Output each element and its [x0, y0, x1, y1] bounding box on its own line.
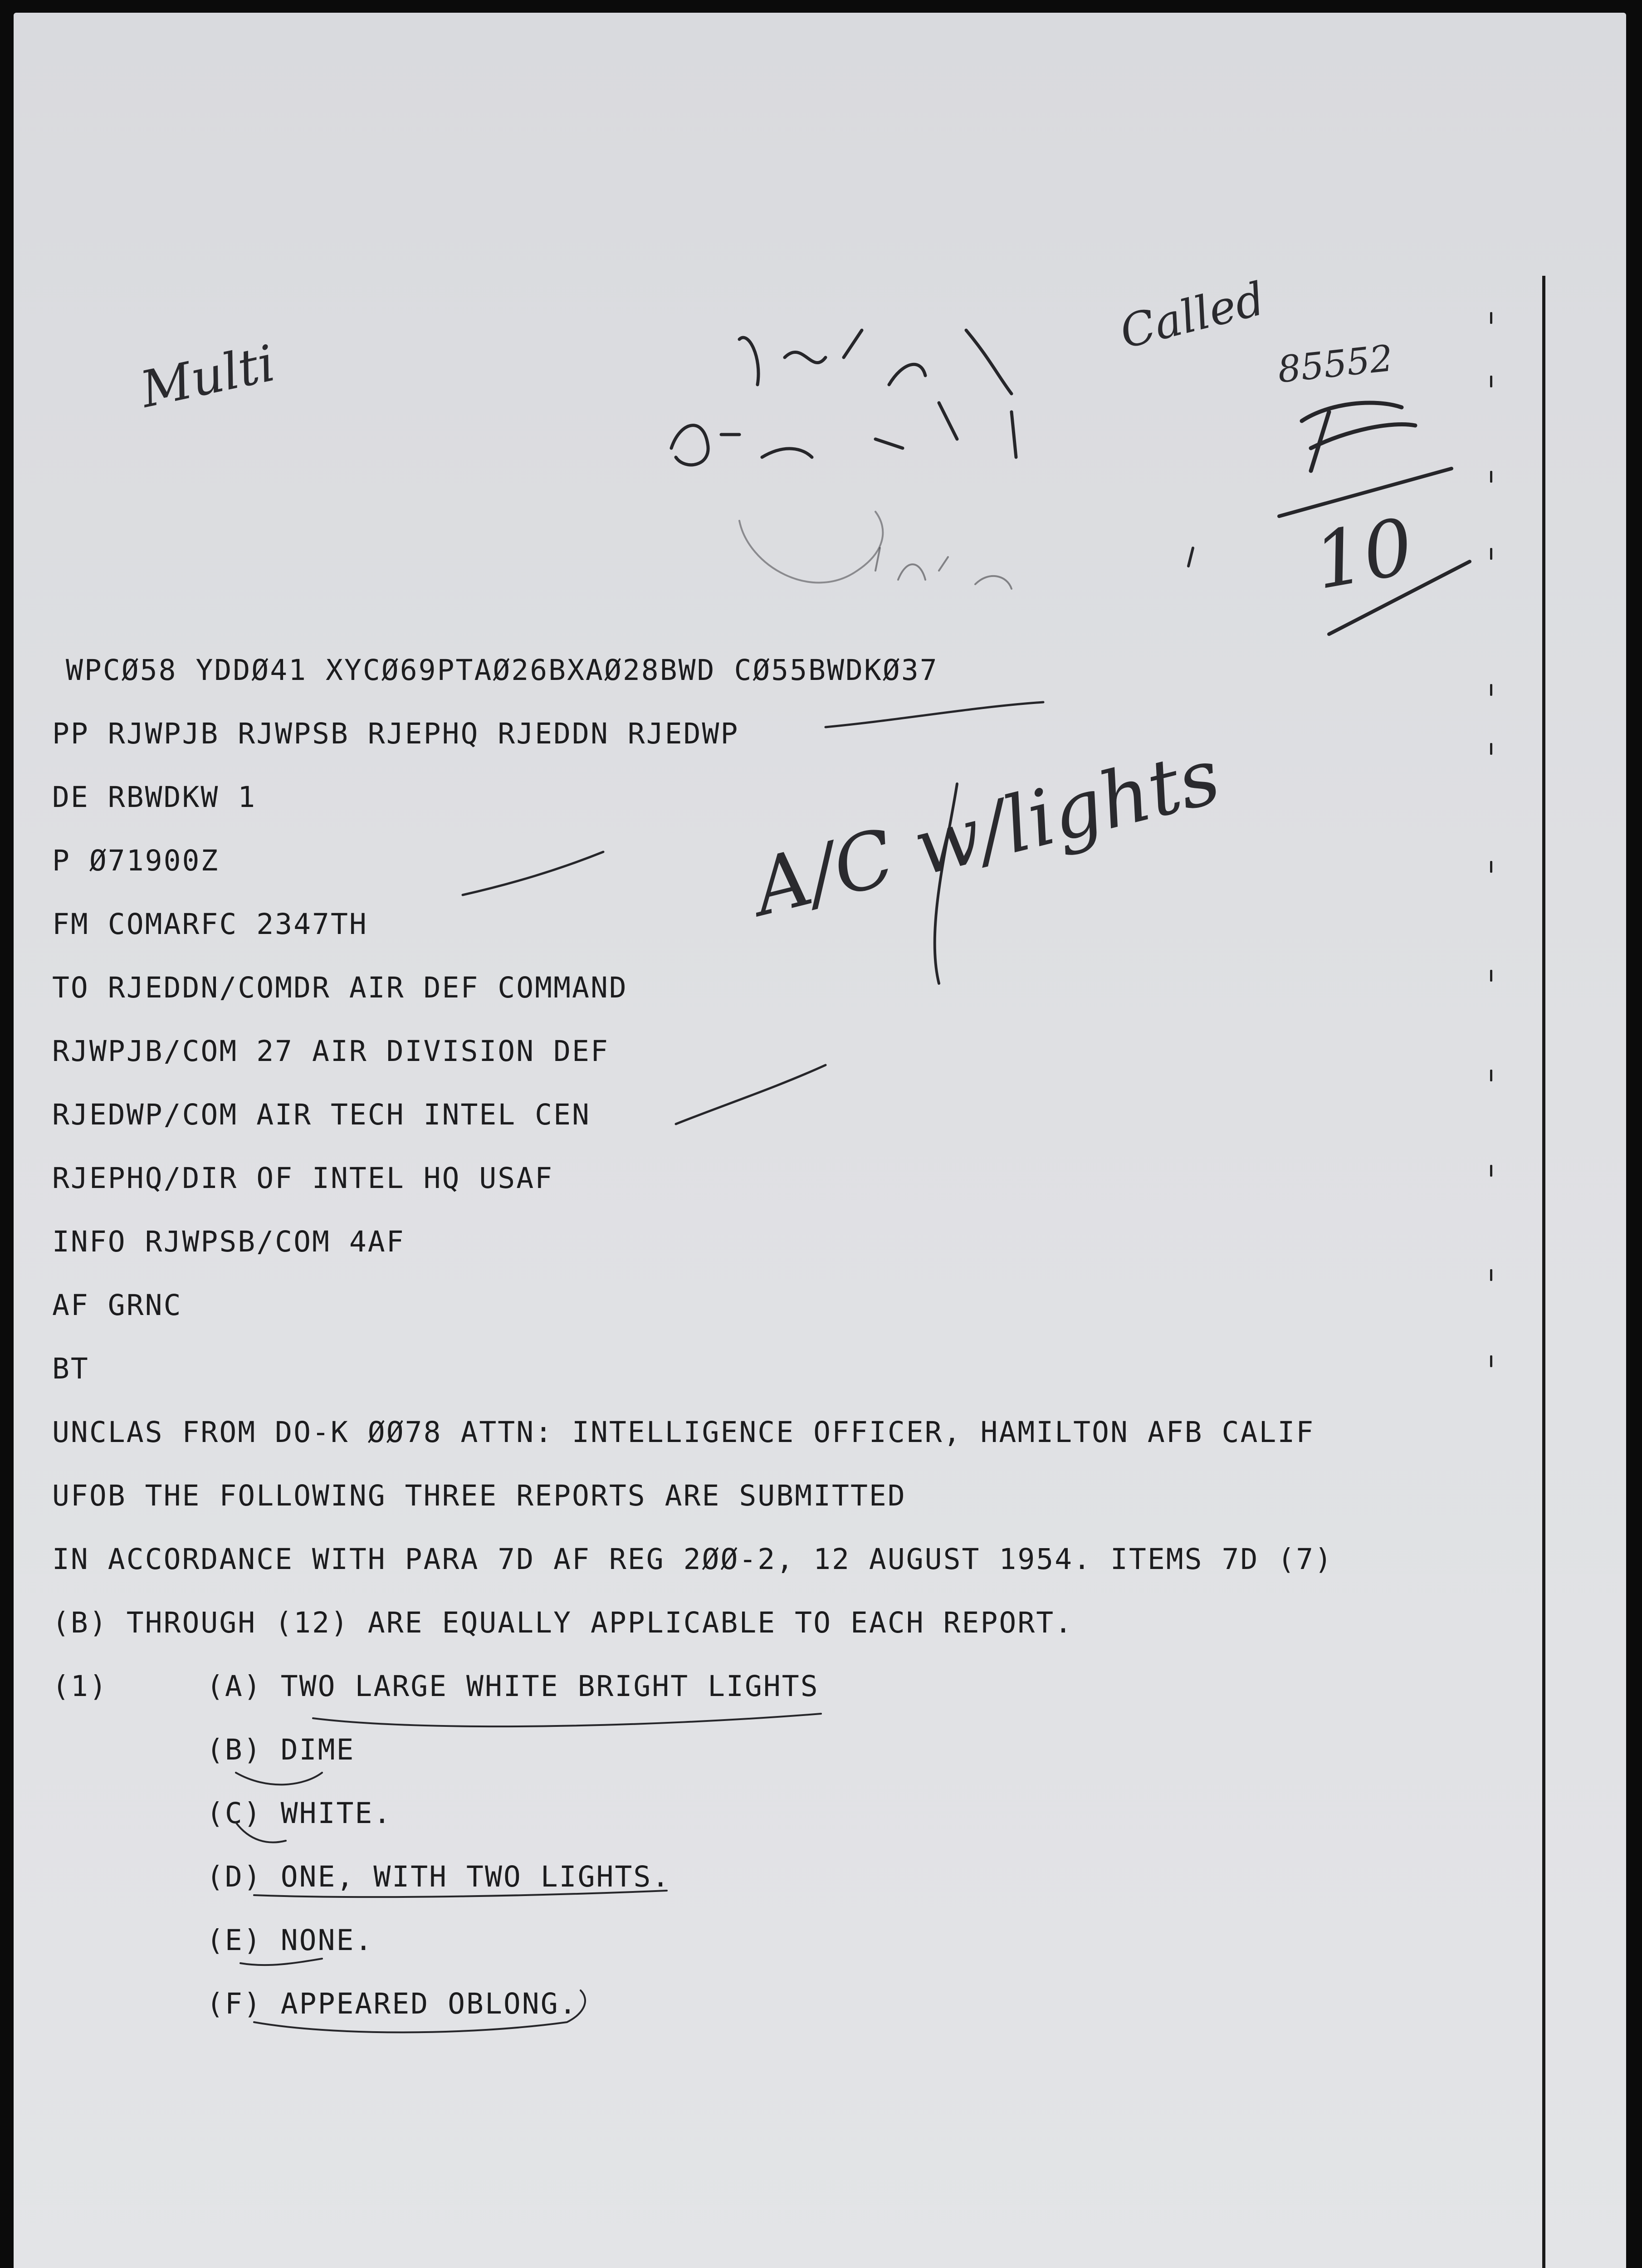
to-line: RJWPJB/COM 27 AIR DIVISION DEF [52, 1035, 609, 1068]
to-line: TO RJEDDN/COMDR AIR DEF COMMAND [52, 971, 628, 1004]
report-item: (A) TWO LARGE WHITE BRIGHT LIGHTS [206, 1670, 819, 1703]
bt-line: BT [52, 1352, 89, 1385]
handwritten-number: 85552 [1275, 337, 1395, 391]
body-line: UNCLAS FROM DO-K ØØ78 ATTN: INTELLIGENCE OFFICER, HAMILTON AFB CALIF [52, 1416, 1315, 1449]
report-item: (C) WHITE. [206, 1797, 392, 1830]
body-line: (B) THROUGH (12) ARE EQUALLY APPLICABLE TO EACH REPORT. [52, 1606, 1074, 1639]
document-page [14, 13, 1626, 2268]
report-item: (F) APPEARED OBLONG. [206, 1987, 578, 2020]
right-margin-rule [1542, 276, 1545, 2268]
report-item: (D) ONE, WITH TWO LIGHTS. [206, 1860, 671, 1893]
precedence-line: PP RJWPJB RJWPSB RJEPHQ RJEDDN RJEDWP [52, 717, 739, 750]
handwritten-page-mark: 10 [1307, 501, 1420, 607]
handwritten-note-lights: A/C w/lights [745, 731, 1229, 934]
from-line: FM COMARFC 2347TH [52, 908, 368, 941]
de-line: DE RBWDKW 1 [52, 781, 257, 814]
info-line: INFO RJWPSB/COM 4AF [52, 1225, 405, 1258]
body-line: IN ACCORDANCE WITH PARA 7D AF REG 2ØØ-2, 12 AUGUST 1954. ITEMS 7D (7) [52, 1543, 1334, 1576]
af-grnc-line: AF GRNC [52, 1289, 182, 1322]
body-line: UFOB THE FOLLOWING THREE REPORTS ARE SUBMITTED [52, 1479, 906, 1512]
report-item: (B) DIME [206, 1733, 355, 1766]
report-number: (1) [52, 1670, 108, 1703]
handwritten-note-called: Called [1114, 272, 1270, 359]
to-line: RJEDWP/COM AIR TECH INTEL CEN [52, 1098, 591, 1131]
routing-line: WPCØ58 YDDØ41 XYCØ69PTAØ26BXAØ28BWD CØ55BWDKØ37 [66, 654, 938, 687]
priority-line: P Ø71900Z [52, 844, 220, 877]
teletype-message [52, 13, 1504, 2268]
to-line: RJEPHQ/DIR OF INTEL HQ USAF [52, 1162, 554, 1195]
handwritten-note-multi: Multi [135, 334, 280, 419]
report-item: (E) NONE. [206, 1924, 374, 1957]
